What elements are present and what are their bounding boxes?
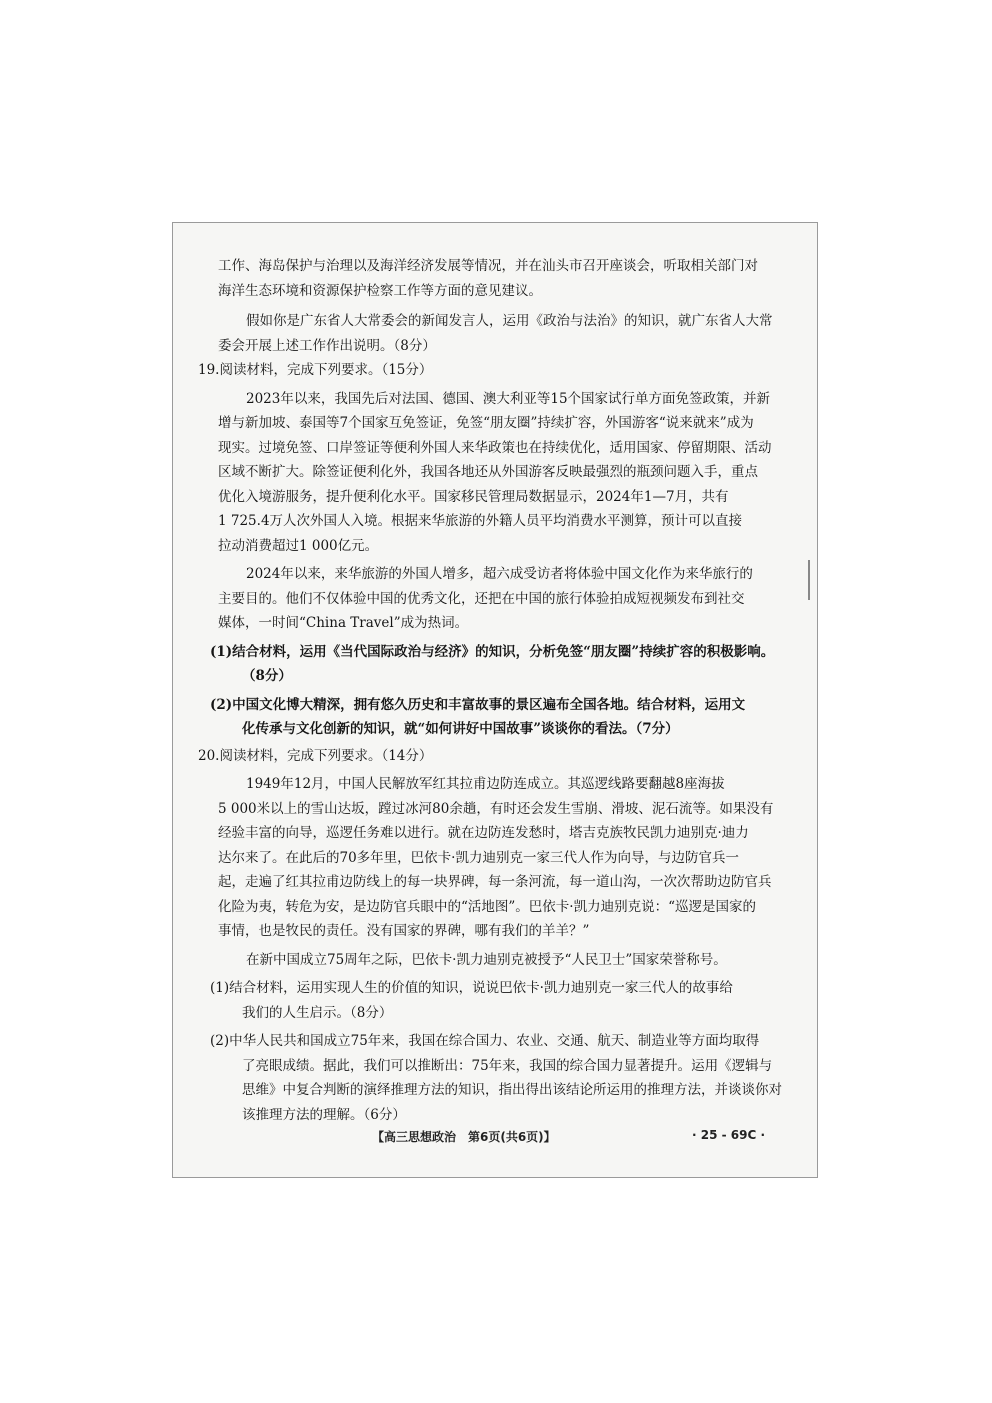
footer-code: · 25 - 69C ·: [692, 1128, 766, 1142]
text-line: 媒体，一时间“China Travel”成为热词。: [218, 615, 469, 631]
text-line: 了亮眼成绩。据此，我们可以推断出：75年来，我国的综合国力显著提升。运用《逻辑与: [242, 1057, 773, 1074]
text-line: (1)结合材料，运用《当代国际政治与经济》的知识，分析免签“朋友圈”持续扩容的积极影响。: [210, 643, 775, 660]
q20-title: 20.阅读材料，完成下列要求。（14分）: [198, 747, 433, 764]
continued-text: [218, 254, 798, 303]
text-line: 现实。过境免签、口岸签证等便利外国人来华政策也在持续优化，适用国家、停留期限、活动: [218, 439, 772, 456]
text-line: 拉动消费超过1 000亿元。: [218, 537, 379, 554]
text-line: 委会开展上述工作作出说明。（8分）: [218, 337, 436, 354]
text-line: 化传承与文化创新的知识，就“如何讲好中国故事”谈谈你的看法。（7分）: [242, 721, 679, 737]
text-line: 主要目的。他们不仅体验中国的优秀文化，还把在中国的旅行体验拍成短视频发布到社交: [218, 590, 745, 607]
text-line: 1949年12月，中国人民解放军红其拉甫边防连成立。其巡逻线路要翻越8座海拔: [246, 776, 725, 792]
q19-subquestion-2: [210, 693, 798, 742]
text-line: （8分）: [242, 668, 292, 684]
text-line: 假如你是广东省人大常委会的新闻发言人，运用《政治与法治》的知识，就广东省人大常: [246, 313, 773, 329]
text-line: 达尔来了。在此后的70多年里，巴依卡·凯力迪别克一家三代人作为向导，与边防官兵一: [218, 849, 739, 866]
text-line: (2)中华人民共和国成立75年来，我国在综合国力、农业、交通、航天、制造业等方面均取得: [210, 1033, 760, 1049]
text-line: 事情，也是牧民的责任。没有国家的界碑，哪有我们的羊羊？”: [218, 923, 590, 939]
text-line: 区域不断扩大。除签证便利化外，我国各地还从外国游客反映最强烈的瓶颈问题入手，重点: [218, 464, 758, 480]
text-line: 优化入境游服务，提升便利化水平。国家移民管理局数据显示，2024年1—7月，共有: [218, 488, 729, 505]
text-line: 1 725.4万人次外国人入境。根据来华旅游的外籍人员平均消费水平测算，预计可以直接: [218, 513, 743, 529]
text-line: 我们的人生启示。（8分）: [242, 1004, 393, 1021]
text-line: 2023年以来，我国先后对法国、德国、澳大利亚等15个国家试行单方面免签政策，并新: [246, 390, 771, 407]
text-line: 化险为夷，转危为安，是边防官兵眼中的“活地图”。巴依卡·凯力迪别克说：“巡逻是国家的: [218, 898, 756, 915]
text-line: 海洋生态环境和资源保护检察工作等方面的意见建议。: [218, 282, 542, 299]
text-line: (2)中国文化博大精深，拥有悠久历史和丰富故事的景区遍布全国各地。结合材料，运用文: [210, 696, 746, 713]
text-line: 工作、海岛保护与治理以及海洋经济发展等情况，并在汕头市召开座谈会，听取相关部门对: [218, 258, 758, 274]
page-footer: [372, 1128, 792, 1145]
text-line: 5 000米以上的雪山达坂，蹚过冰河80余趟，有时还会发生雪崩、滑坡、泥石流等。如果没有: [218, 800, 774, 817]
text-line: 增与新加坡、泰国等7个国家互免签证，免签“朋友圈”持续扩容，外国游客“说来就来”成为: [218, 415, 754, 431]
text-line: 该推理方法的理解。（6分）: [242, 1106, 406, 1123]
text-line: 2024年以来，来华旅游的外国人增多，超六成受访者将体验中国文化作为来华旅行的: [246, 566, 753, 582]
text-line: 起，走遍了红其拉甫边防线上的每一块界碑，每一条河流，每一道山沟，一次次帮助边防官兵: [218, 874, 772, 890]
q20-material-2: 在新中国成立75周年之际，巴依卡·凯力迪别克被授予“人民卫士”国家荣誉称号。: [246, 951, 727, 968]
text-line: (1)结合材料，运用实现人生的价值的知识，说说巴依卡·凯力迪别克一家三代人的故事给: [210, 980, 733, 996]
q19-material-2: [218, 562, 798, 636]
footer-label: 【高三思想政治 第6页(共6页)】: [372, 1130, 556, 1144]
q18-prompt: [218, 309, 798, 358]
q19-material-1: [218, 387, 798, 559]
page-edge-mark: [808, 560, 810, 600]
q19-subquestion-1: [210, 640, 798, 689]
text-line: 经验丰富的向导，巡逻任务难以进行。就在边防连发愁时，塔吉克族牧民凯力迪别克·迪力: [218, 825, 749, 841]
q20-subquestion-2: [210, 1029, 798, 1127]
q19-title: 19.阅读材料，完成下列要求。（15分）: [198, 362, 433, 378]
q20-subquestion-1: [210, 976, 798, 1025]
text-line: 思维》中复合判断的演绎推理方法的知识，指出得出该结论所运用的推理方法，并谈谈你对: [242, 1082, 782, 1098]
page-content: [198, 254, 798, 1127]
q20-material-1: [218, 772, 798, 944]
